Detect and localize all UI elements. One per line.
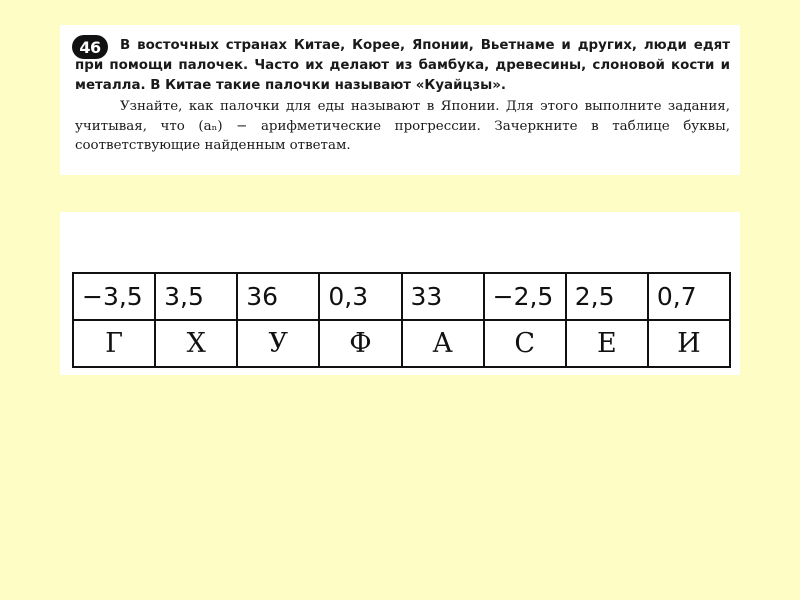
answer-table-card xyxy=(60,212,740,375)
task-instruction-paragraph: Узнайте, как палочки для еды называют в Японии. Для этого выполните задания, учитывая, что (aₙ) − арифметические прогрессии. Зачеркните в таблице буквы, соответствующие найденным ответам. xyxy=(75,99,730,153)
value-cell: 36 xyxy=(237,273,319,320)
value-cell: 0,7 xyxy=(648,273,730,320)
value-cell: 3,5 xyxy=(155,273,237,320)
value-cell: 33 xyxy=(402,273,484,320)
task-number-badge: 46 xyxy=(72,35,108,59)
value-cell: 0,3 xyxy=(319,273,401,320)
answer-table xyxy=(72,272,731,368)
letter-cell: С xyxy=(484,320,566,367)
letter-cell: Х xyxy=(155,320,237,367)
letter-cell: Е xyxy=(566,320,648,367)
letter-cell: И xyxy=(648,320,730,367)
task-intro-paragraph: В восточных странах Китае, Корее, Японии, Вьетнаме и других, люди едят при помощи палочек. Часто их делают из бамбука, древесины, слоновой кости и металла. В Китае такие палочки называют «Куайцзы». xyxy=(75,38,730,93)
value-cell: −3,5 xyxy=(73,273,155,320)
value-cell: −2,5 xyxy=(484,273,566,320)
letter-cell: Ф xyxy=(319,320,401,367)
letter-cell: У xyxy=(237,320,319,367)
value-cell: 2,5 xyxy=(566,273,648,320)
letter-cell: Г xyxy=(73,320,155,367)
letters-row xyxy=(73,320,730,367)
values-row xyxy=(73,273,730,320)
task-card xyxy=(60,25,740,175)
letter-cell: А xyxy=(402,320,484,367)
